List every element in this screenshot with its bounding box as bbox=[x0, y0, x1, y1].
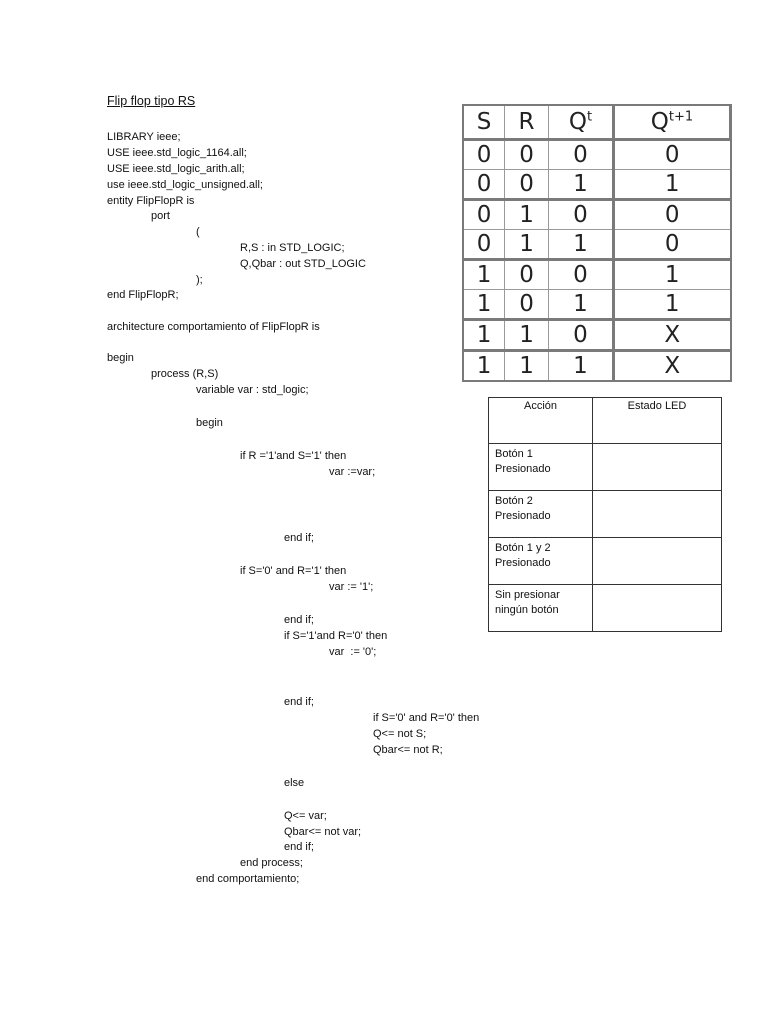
code-line: variable var : std_logic; bbox=[196, 384, 309, 396]
action-row bbox=[489, 538, 722, 585]
action-row bbox=[489, 491, 722, 538]
truth-cell: 1 bbox=[463, 290, 505, 320]
led-state-cell bbox=[593, 444, 722, 491]
code-line: begin bbox=[196, 417, 223, 429]
action-table bbox=[488, 397, 722, 632]
led-state-header: Estado LED bbox=[593, 398, 722, 444]
truth-cell: X bbox=[613, 320, 730, 351]
truth-cell: 1 bbox=[548, 170, 613, 200]
truth-cell: 1 bbox=[505, 230, 549, 260]
truth-cell: 1 bbox=[548, 351, 613, 382]
truth-cell: 0 bbox=[505, 140, 549, 170]
action-cell bbox=[489, 585, 593, 632]
truth-table-row bbox=[463, 140, 731, 170]
truth-table-row bbox=[463, 170, 731, 200]
code-line: Q<= var; bbox=[284, 810, 327, 822]
code-line: LIBRARY ieee; bbox=[107, 131, 181, 143]
code-line: use ieee.std_logic_unsigned.all; bbox=[107, 179, 263, 191]
code-line: if S='0' and R='1' then bbox=[240, 565, 347, 577]
truth-cell: 1 bbox=[613, 170, 730, 200]
truth-cell: 0 bbox=[463, 170, 505, 200]
code-line: var := '1'; bbox=[329, 581, 374, 593]
truth-cell: 1 bbox=[463, 351, 505, 382]
truth-cell: 1 bbox=[548, 290, 613, 320]
code-line: end if; bbox=[284, 532, 314, 544]
code-line: Q,Qbar : out STD_LOGIC bbox=[240, 258, 366, 270]
truth-table bbox=[462, 104, 732, 382]
truth-header-qt1 bbox=[613, 105, 730, 140]
action-cell bbox=[489, 444, 593, 491]
code-line: entity FlipFlopR is bbox=[107, 195, 195, 207]
truth-cell: 0 bbox=[548, 140, 613, 170]
header-superscript: t+1 bbox=[668, 109, 694, 125]
truth-header-qt bbox=[548, 105, 613, 140]
code-line: if S='0' and R='0' then bbox=[373, 712, 480, 724]
code-line: R,S : in STD_LOGIC; bbox=[240, 242, 345, 254]
truth-cell: 0 bbox=[463, 230, 505, 260]
code-line: end process; bbox=[240, 857, 303, 869]
code-line: end if; bbox=[284, 841, 314, 853]
code-line: if R ='1'and S='1' then bbox=[240, 450, 347, 462]
truth-cell: 1 bbox=[505, 351, 549, 382]
action-cell bbox=[489, 538, 593, 585]
code-line: var :=var; bbox=[329, 466, 376, 478]
header-label: Q bbox=[568, 109, 587, 135]
code-line: end comportamiento; bbox=[196, 873, 300, 885]
truth-table-row bbox=[463, 351, 731, 382]
code-line: ( bbox=[196, 226, 200, 238]
truth-header-s bbox=[463, 105, 505, 140]
truth-cell: 0 bbox=[505, 170, 549, 200]
truth-cell: 1 bbox=[463, 320, 505, 351]
code-line: end FlipFlopR; bbox=[107, 289, 179, 301]
code-line: USE ieee.std_logic_arith.all; bbox=[107, 163, 245, 175]
code-line: port bbox=[151, 210, 170, 222]
truth-cell: 0 bbox=[613, 200, 730, 230]
truth-cell: 0 bbox=[505, 260, 549, 290]
truth-cell: 1 bbox=[613, 260, 730, 290]
truth-cell: 0 bbox=[548, 320, 613, 351]
truth-cell: 0 bbox=[463, 200, 505, 230]
code-line: architecture comportamiento of FlipFlopR is bbox=[107, 321, 320, 333]
header-label: S bbox=[476, 109, 492, 135]
action-row bbox=[489, 585, 722, 632]
page-title: Flip flop tipo RS bbox=[107, 94, 196, 108]
action-label: Botón 1 Presionado bbox=[495, 448, 551, 475]
code-line: USE ieee.std_logic_1164.all; bbox=[107, 147, 247, 159]
truth-table-row bbox=[463, 290, 731, 320]
truth-cell: 0 bbox=[548, 260, 613, 290]
code-line: var := '0'; bbox=[329, 646, 377, 658]
code-line: Q<= not S; bbox=[373, 728, 427, 740]
code-line: Qbar<= not R; bbox=[373, 744, 443, 756]
action-label: Botón 2 Presionado bbox=[495, 495, 551, 522]
header-label: Q bbox=[650, 109, 669, 135]
header-label: R bbox=[518, 109, 535, 135]
truth-cell: X bbox=[613, 351, 730, 382]
truth-table-row bbox=[463, 320, 731, 351]
truth-cell: 0 bbox=[463, 140, 505, 170]
truth-table-row bbox=[463, 230, 731, 260]
truth-cell: 1 bbox=[548, 230, 613, 260]
code-line: end if; bbox=[284, 696, 314, 708]
action-label: Sin presionar ningún botón bbox=[495, 589, 560, 616]
code-line: ); bbox=[196, 274, 203, 286]
truth-cell: 1 bbox=[613, 290, 730, 320]
led-state-cell bbox=[593, 538, 722, 585]
truth-header-r bbox=[505, 105, 549, 140]
truth-cell: 1 bbox=[463, 260, 505, 290]
truth-cell: 1 bbox=[505, 200, 549, 230]
code-line: begin bbox=[107, 352, 134, 364]
led-state-cell bbox=[593, 491, 722, 538]
action-cell bbox=[489, 491, 593, 538]
header-superscript: t bbox=[586, 109, 593, 125]
action-header: Acción bbox=[489, 398, 593, 444]
code-line: end if; bbox=[284, 614, 314, 626]
truth-cell: 0 bbox=[613, 140, 730, 170]
truth-table-header-row bbox=[463, 105, 731, 140]
truth-table-row bbox=[463, 200, 731, 230]
code-line: else bbox=[284, 777, 305, 789]
action-label: Botón 1 y 2 Presionado bbox=[495, 542, 551, 569]
truth-cell: 0 bbox=[505, 290, 549, 320]
truth-cell: 1 bbox=[505, 320, 549, 351]
code-line: if S='1'and R='0' then bbox=[284, 630, 388, 642]
truth-table-row bbox=[463, 260, 731, 290]
action-row bbox=[489, 444, 722, 491]
truth-cell: 0 bbox=[613, 230, 730, 260]
code-line: Qbar<= not var; bbox=[284, 826, 362, 838]
truth-cell: 0 bbox=[548, 200, 613, 230]
code-line: process (R,S) bbox=[151, 368, 219, 380]
action-table-header-row bbox=[489, 398, 722, 444]
led-state-cell bbox=[593, 585, 722, 632]
